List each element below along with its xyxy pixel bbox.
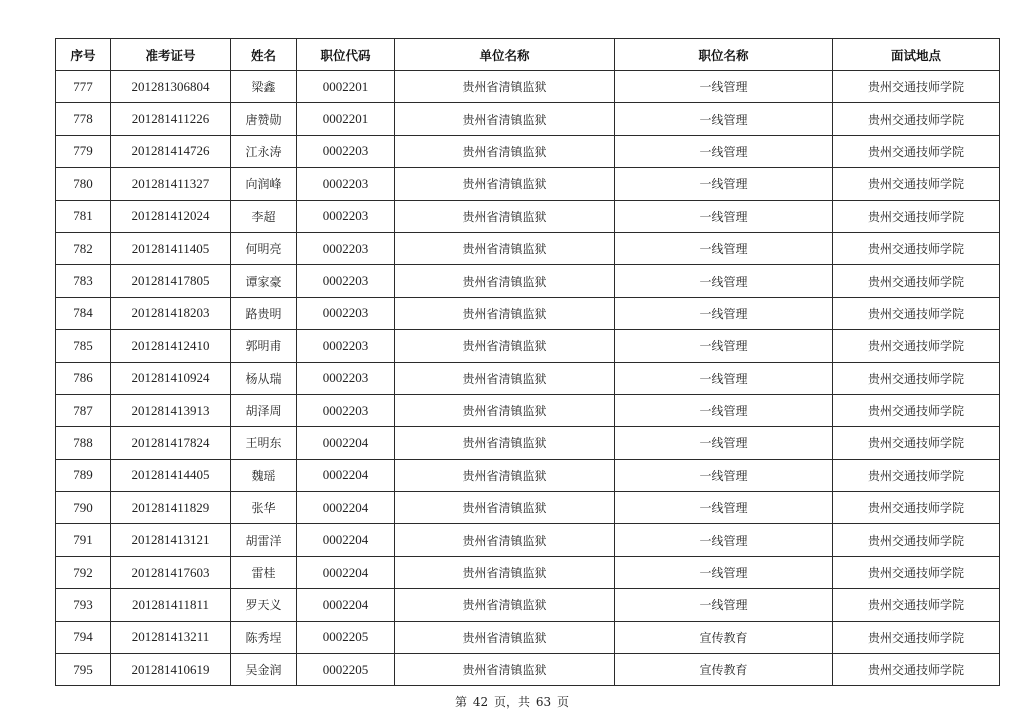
cell-unit-name: 贵州省清镇监狱	[395, 621, 615, 653]
cell-serial: 777	[56, 71, 111, 103]
table-row	[56, 265, 1000, 297]
table-row	[56, 330, 1000, 362]
cell-unit-name: 贵州省清镇监狱	[395, 459, 615, 491]
cell-position-name: 一线管理	[615, 168, 833, 200]
cell-position-code: 0002203	[297, 394, 395, 426]
cell-ticket-number: 201281417805	[111, 265, 231, 297]
table-row	[56, 71, 1000, 103]
cell-interview-location: 贵州交通技师学院	[833, 621, 1000, 653]
cell-unit-name: 贵州省清镇监狱	[395, 330, 615, 362]
table-row	[56, 589, 1000, 621]
cell-unit-name: 贵州省清镇监狱	[395, 556, 615, 588]
cell-ticket-number: 201281413913	[111, 394, 231, 426]
cell-position-name: 宣传教育	[615, 654, 833, 686]
cell-position-name: 一线管理	[615, 330, 833, 362]
cell-position-name: 一线管理	[615, 524, 833, 556]
cell-interview-location: 贵州交通技师学院	[833, 589, 1000, 621]
cell-name: 江永涛	[231, 135, 297, 167]
cell-position-name: 一线管理	[615, 232, 833, 264]
cell-name: 路贵明	[231, 297, 297, 329]
cell-unit-name: 贵州省清镇监狱	[395, 168, 615, 200]
cell-ticket-number: 201281410924	[111, 362, 231, 394]
table-row	[56, 200, 1000, 232]
header-position-name: 职位名称	[615, 39, 833, 71]
table-row	[56, 459, 1000, 491]
page-footer	[0, 693, 1024, 710]
cell-position-code: 0002203	[297, 135, 395, 167]
cell-ticket-number: 201281411226	[111, 103, 231, 135]
cell-ticket-number: 201281413121	[111, 524, 231, 556]
cell-name: 向润峰	[231, 168, 297, 200]
cell-serial: 782	[56, 232, 111, 264]
cell-name: 唐赞勋	[231, 103, 297, 135]
cell-ticket-number: 201281417824	[111, 427, 231, 459]
table-row	[56, 492, 1000, 524]
table-row	[56, 135, 1000, 167]
cell-position-code: 0002204	[297, 427, 395, 459]
cell-unit-name: 贵州省清镇监狱	[395, 265, 615, 297]
cell-serial: 790	[56, 492, 111, 524]
cell-serial: 788	[56, 427, 111, 459]
cell-position-name: 一线管理	[615, 71, 833, 103]
candidate-table	[55, 38, 1000, 686]
cell-serial: 778	[56, 103, 111, 135]
cell-position-name: 一线管理	[615, 492, 833, 524]
cell-name: 谭家豪	[231, 265, 297, 297]
cell-unit-name: 贵州省清镇监狱	[395, 492, 615, 524]
table-row	[56, 654, 1000, 686]
header-interview-location: 面试地点	[833, 39, 1000, 71]
cell-ticket-number: 201281413211	[111, 621, 231, 653]
cell-position-name: 一线管理	[615, 427, 833, 459]
cell-position-code: 0002201	[297, 103, 395, 135]
cell-position-code: 0002204	[297, 524, 395, 556]
cell-ticket-number: 201281414405	[111, 459, 231, 491]
cell-serial: 783	[56, 265, 111, 297]
cell-serial: 784	[56, 297, 111, 329]
cell-name: 陈秀埕	[231, 621, 297, 653]
cell-name: 吴金润	[231, 654, 297, 686]
cell-position-name: 一线管理	[615, 556, 833, 588]
cell-unit-name: 贵州省清镇监狱	[395, 103, 615, 135]
cell-serial: 789	[56, 459, 111, 491]
cell-name: 胡雷洋	[231, 524, 297, 556]
cell-interview-location: 贵州交通技师学院	[833, 524, 1000, 556]
table-row	[56, 394, 1000, 426]
cell-position-code: 0002205	[297, 621, 395, 653]
cell-position-code: 0002201	[297, 71, 395, 103]
cell-serial: 779	[56, 135, 111, 167]
cell-interview-location: 贵州交通技师学院	[833, 654, 1000, 686]
cell-position-name: 一线管理	[615, 265, 833, 297]
cell-position-name: 一线管理	[615, 103, 833, 135]
cell-position-name: 一线管理	[615, 362, 833, 394]
cell-interview-location: 贵州交通技师学院	[833, 135, 1000, 167]
cell-interview-location: 贵州交通技师学院	[833, 103, 1000, 135]
table-row	[56, 427, 1000, 459]
table-row	[56, 168, 1000, 200]
cell-position-name: 一线管理	[615, 589, 833, 621]
cell-interview-location: 贵州交通技师学院	[833, 71, 1000, 103]
cell-serial: 780	[56, 168, 111, 200]
header-ticket-number: 准考证号	[111, 39, 231, 71]
cell-interview-location: 贵州交通技师学院	[833, 265, 1000, 297]
cell-unit-name: 贵州省清镇监狱	[395, 394, 615, 426]
table-header-row	[56, 39, 1000, 71]
cell-ticket-number: 201281411327	[111, 168, 231, 200]
page-mid: 页，共	[493, 695, 530, 709]
page-current: 42	[472, 695, 489, 709]
page-total: 63	[535, 695, 552, 709]
cell-position-code: 0002203	[297, 265, 395, 297]
cell-interview-location: 贵州交通技师学院	[833, 556, 1000, 588]
cell-name: 罗天义	[231, 589, 297, 621]
cell-position-name: 一线管理	[615, 459, 833, 491]
cell-position-name: 宣传教育	[615, 621, 833, 653]
cell-unit-name: 贵州省清镇监狱	[395, 362, 615, 394]
cell-unit-name: 贵州省清镇监狱	[395, 524, 615, 556]
header-unit-name: 单位名称	[395, 39, 615, 71]
cell-unit-name: 贵州省清镇监狱	[395, 232, 615, 264]
cell-name: 郭明甫	[231, 330, 297, 362]
cell-serial: 786	[56, 362, 111, 394]
cell-name: 李超	[231, 200, 297, 232]
cell-name: 雷桂	[231, 556, 297, 588]
cell-ticket-number: 201281411405	[111, 232, 231, 264]
cell-interview-location: 贵州交通技师学院	[833, 168, 1000, 200]
cell-ticket-number: 201281411811	[111, 589, 231, 621]
cell-name: 张华	[231, 492, 297, 524]
cell-unit-name: 贵州省清镇监狱	[395, 589, 615, 621]
cell-serial: 791	[56, 524, 111, 556]
cell-position-name: 一线管理	[615, 135, 833, 167]
cell-unit-name: 贵州省清镇监狱	[395, 297, 615, 329]
cell-interview-location: 贵州交通技师学院	[833, 200, 1000, 232]
cell-interview-location: 贵州交通技师学院	[833, 232, 1000, 264]
cell-name: 魏瑶	[231, 459, 297, 491]
cell-interview-location: 贵州交通技师学院	[833, 297, 1000, 329]
cell-name: 梁鑫	[231, 71, 297, 103]
cell-position-code: 0002204	[297, 556, 395, 588]
cell-position-code: 0002203	[297, 330, 395, 362]
table-body	[56, 71, 1000, 686]
cell-serial: 785	[56, 330, 111, 362]
cell-ticket-number: 201281412024	[111, 200, 231, 232]
cell-interview-location: 贵州交通技师学院	[833, 394, 1000, 426]
page-suffix: 页	[556, 695, 569, 709]
cell-ticket-number: 201281412410	[111, 330, 231, 362]
cell-position-name: 一线管理	[615, 297, 833, 329]
table-row	[56, 621, 1000, 653]
cell-position-code: 0002203	[297, 232, 395, 264]
cell-position-code: 0002203	[297, 362, 395, 394]
cell-unit-name: 贵州省清镇监狱	[395, 200, 615, 232]
cell-position-code: 0002204	[297, 589, 395, 621]
table-row	[56, 232, 1000, 264]
table-row	[56, 524, 1000, 556]
cell-serial: 793	[56, 589, 111, 621]
cell-ticket-number: 201281418203	[111, 297, 231, 329]
header-name: 姓名	[231, 39, 297, 71]
cell-position-code: 0002205	[297, 654, 395, 686]
cell-name: 王明东	[231, 427, 297, 459]
header-position-code: 职位代码	[297, 39, 395, 71]
page-prefix: 第	[455, 695, 468, 709]
cell-interview-location: 贵州交通技师学院	[833, 362, 1000, 394]
cell-position-code: 0002204	[297, 459, 395, 491]
table-row	[56, 362, 1000, 394]
table-row	[56, 556, 1000, 588]
cell-position-name: 一线管理	[615, 394, 833, 426]
cell-ticket-number: 201281417603	[111, 556, 231, 588]
cell-ticket-number: 201281414726	[111, 135, 231, 167]
cell-serial: 792	[56, 556, 111, 588]
cell-serial: 795	[56, 654, 111, 686]
cell-interview-location: 贵州交通技师学院	[833, 492, 1000, 524]
header-serial: 序号	[56, 39, 111, 71]
cell-name: 胡泽周	[231, 394, 297, 426]
cell-serial: 787	[56, 394, 111, 426]
cell-name: 杨从瑞	[231, 362, 297, 394]
cell-interview-location: 贵州交通技师学院	[833, 427, 1000, 459]
cell-ticket-number: 201281411829	[111, 492, 231, 524]
cell-unit-name: 贵州省清镇监狱	[395, 654, 615, 686]
cell-unit-name: 贵州省清镇监狱	[395, 135, 615, 167]
cell-position-code: 0002204	[297, 492, 395, 524]
cell-interview-location: 贵州交通技师学院	[833, 330, 1000, 362]
cell-position-code: 0002203	[297, 168, 395, 200]
cell-serial: 794	[56, 621, 111, 653]
document-page	[55, 38, 999, 686]
table-row	[56, 297, 1000, 329]
table-row	[56, 103, 1000, 135]
cell-position-code: 0002203	[297, 200, 395, 232]
cell-unit-name: 贵州省清镇监狱	[395, 71, 615, 103]
cell-position-name: 一线管理	[615, 200, 833, 232]
cell-interview-location: 贵州交通技师学院	[833, 459, 1000, 491]
cell-ticket-number: 201281306804	[111, 71, 231, 103]
cell-position-code: 0002203	[297, 297, 395, 329]
cell-ticket-number: 201281410619	[111, 654, 231, 686]
cell-serial: 781	[56, 200, 111, 232]
cell-name: 何明亮	[231, 232, 297, 264]
cell-unit-name: 贵州省清镇监狱	[395, 427, 615, 459]
